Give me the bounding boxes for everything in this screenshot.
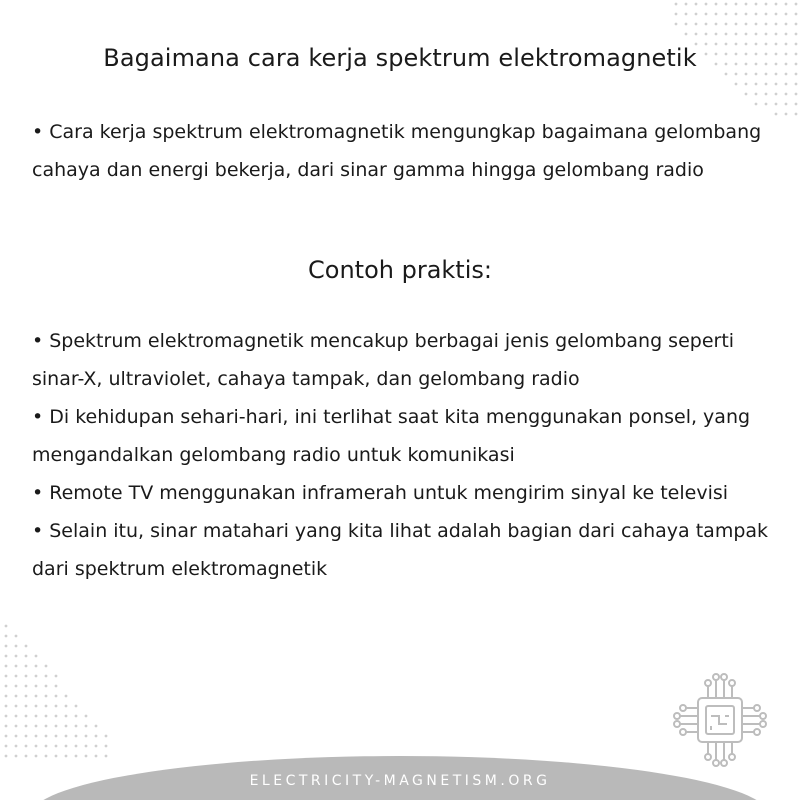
footer-bar: [0, 756, 800, 800]
page-title: Bagaimana cara kerja spektrum elektromagnetik: [103, 44, 697, 72]
dot-pattern-bottom-left: [0, 620, 120, 770]
circuit-chip-icon: [670, 670, 770, 770]
example-item: • Spektrum elektromagnetik mencakup berbagai jenis gelombang seperti sinar-X, ultraviolet, cahaya tampak, dan gelombang radio: [32, 330, 735, 390]
example-item: • Selain itu, sinar matahari yang kita lihat adalah bagian dari cahaya tampak dari spektrum elektromagnetik: [32, 520, 769, 580]
example-item: • Di kehidupan sehari-hari, ini terlihat saat kita menggunakan ponsel, yang mengandalkan gelombang radio untuk komunikasi: [32, 406, 751, 466]
example-item: • Remote TV menggunakan inframerah untuk mengirim sinyal ke televisi: [32, 482, 729, 504]
section-subtitle: Contoh praktis:: [308, 256, 492, 284]
examples-list: [32, 322, 772, 588]
intro-paragraph: • Cara kerja spektrum elektromagnetik mengungkap bagaimana gelombang cahaya dan energi bekerja, dari sinar gamma hingga gelombang radio: [32, 121, 762, 181]
footer-site-name: ELECTRICITY-MAGNETISM.ORG: [249, 773, 551, 789]
